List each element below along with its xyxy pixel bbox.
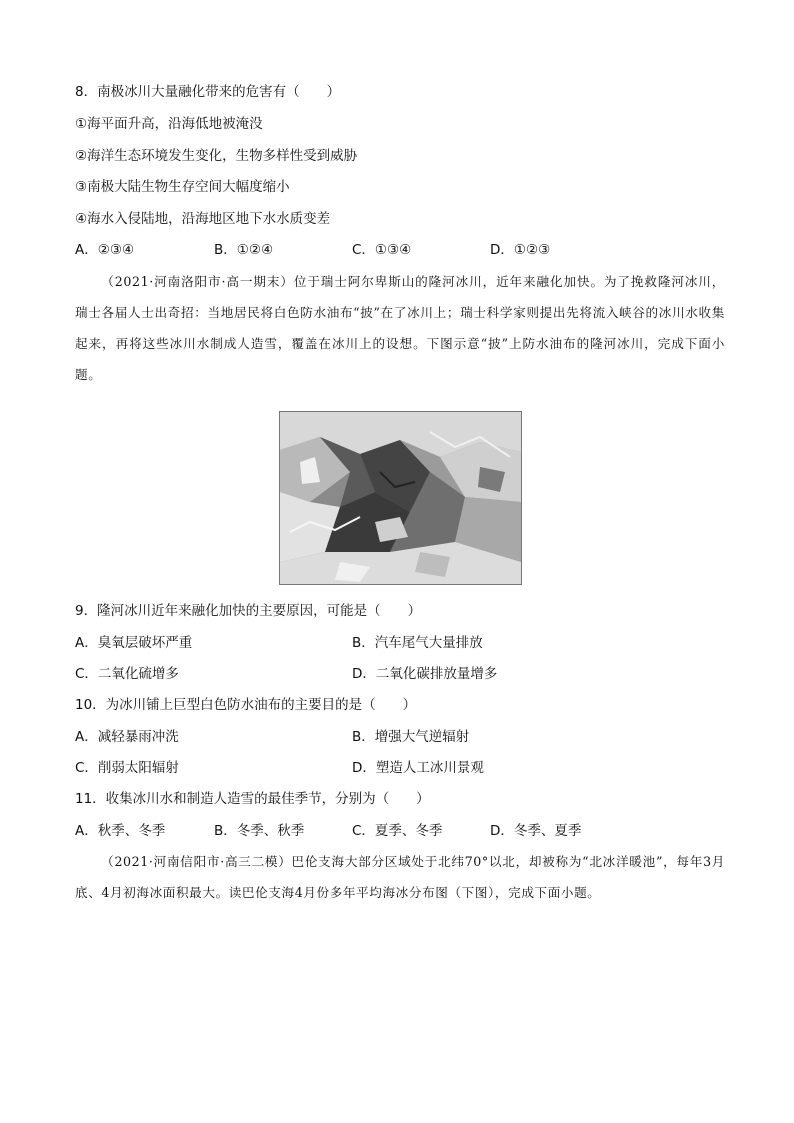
q8-option-a: A．②③④ [75,242,135,258]
passage-1-text: （2021·河南洛阳市·高一期末）位于瑞士阿尔卑斯山的隆河冰川，近年来融化加快。为了挽救隆河冰川，瑞士各届人士出奇招：当地居民将白色防水油布“披”在了冰川上；瑞士科学家则提出先将流入峡谷的冰川水收集起来，再将这些冰川水制成人造雪，覆盖在冰川上的设想。下图示意“披”上防水油布的隆河冰川，完成下面小题。 [75,274,725,382]
q8-option-d: D．①②③ [490,242,551,258]
q8-item-4: ④海水入侵陆地，沿海地区地下水水质变差 [75,211,331,227]
q10-option-c: C．削弱太阳辐射 [75,760,179,776]
q8-item-1: ①海平面升高，沿海低地被淹没 [75,116,263,132]
q9-stem: 9．隆河冰川近年来融化加快的主要原因，可能是（ ） [75,603,422,619]
q8-item-3: ③南极大陆生物生存空间大幅度缩小 [75,179,290,195]
q10-option-b: B．增强大气逆辐射 [352,729,470,745]
glacier-photo [279,411,522,585]
q8-stem: 8．南极冰川大量融化带来的危害有（ ） [75,84,341,100]
passage-barents-sea [75,846,725,908]
q9-option-c: C．二氧化硫增多 [75,666,179,682]
q9-option-d: D．二氧化碳排放量增多 [352,666,498,682]
q8-option-c: C．①③④ [352,242,412,258]
q10-option-a: A．减轻暴雨冲洗 [75,729,179,745]
q11-stem: 11．收集冰川水和制造人造雪的最佳季节，分别为（ ） [75,791,430,807]
glacier-photo-image [280,412,521,584]
q11-option-c: C．夏季、冬季 [352,823,443,839]
passage-2-text: （2021·河南信阳市·高三二模）巴伦支海大部分区域处于北纬70°以北，却被称为“北冰洋暖池”，每年3月底、4月初海冰面积最大。读巴伦支海4月份多年平均海冰分布图（下图），完成下面小题。 [75,854,725,900]
q8-item-2: ②海洋生态环境发生变化，生物多样性受到威胁 [75,148,358,164]
q10-option-d: D．塑造人工冰川景观 [352,760,484,776]
q8-option-b: B．①②④ [214,242,274,258]
q11-option-b: B．冬季、秋季 [214,823,305,839]
q10-stem: 10．为冰川铺上巨型白色防水油布的主要目的是（ ） [75,697,417,713]
passage-longhe-glacier [75,266,725,390]
q9-option-a: A．臭氧层破坏严重 [75,635,193,651]
q9-option-b: B．汽车尾气大量排放 [352,635,483,651]
q11-option-a: A．秋季、冬季 [75,823,166,839]
q11-option-d: D．冬季、夏季 [490,823,582,839]
